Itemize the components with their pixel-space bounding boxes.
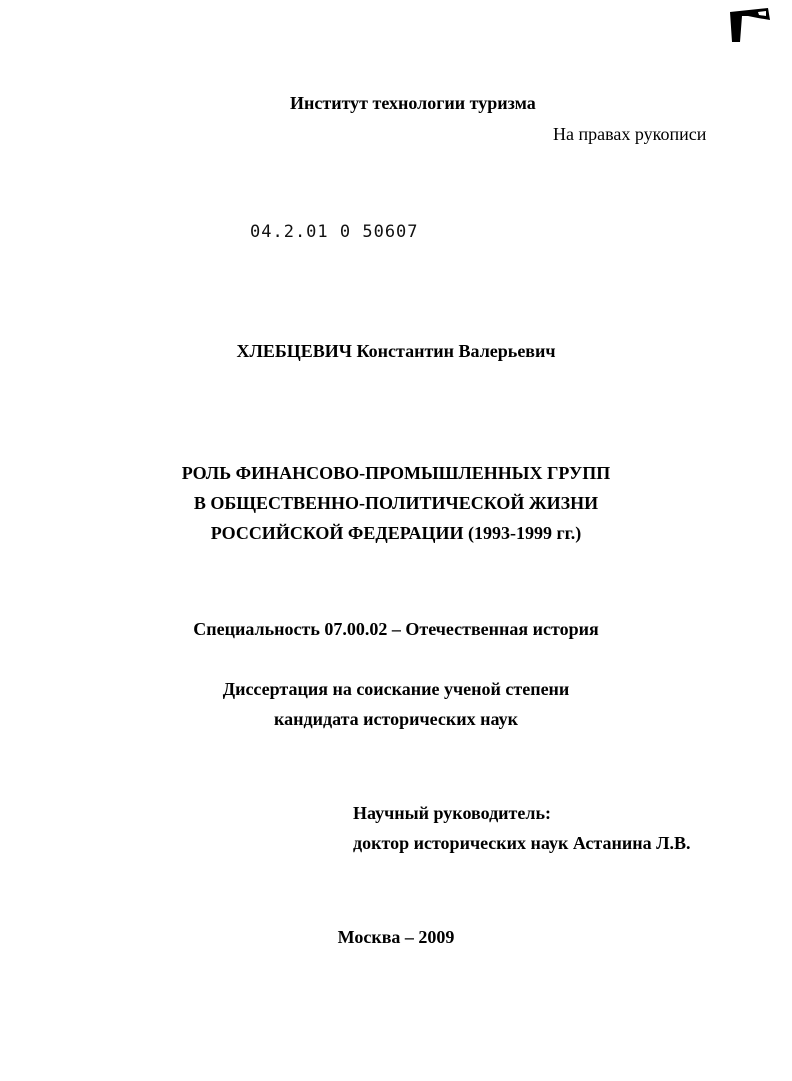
dissertation-title bbox=[0, 458, 792, 548]
author-surname: ХЛЕБЦЕВИЧ bbox=[236, 341, 352, 361]
city-year: Москва – 2009 bbox=[337, 927, 455, 947]
supervisor-label: Научный руководитель: bbox=[353, 803, 551, 823]
registration-number-stamp: 04.2.01 0 50607 bbox=[250, 222, 419, 242]
author-given-names: Константин Валерьевич bbox=[356, 341, 556, 361]
scan-corner-mark bbox=[728, 6, 772, 44]
supervisor-name: доктор исторических наук Астанина Л.В. bbox=[353, 833, 691, 853]
author-line bbox=[0, 340, 792, 362]
title-line-2: В ОБЩЕСТВЕННО-ПОЛИТИЧЕСКОЙ ЖИЗНИ bbox=[193, 493, 599, 513]
title-line-3: РОССИЙСКОЙ ФЕДЕРАЦИИ (1993-1999 гг.) bbox=[210, 523, 582, 543]
degree-line-2: кандидата исторических наук bbox=[274, 709, 518, 729]
title-line-1: РОЛЬ ФИНАНСОВО-ПРОМЫШЛЕННЫХ ГРУПП bbox=[181, 463, 611, 483]
institute-name: Институт технологии туризма bbox=[290, 93, 536, 113]
specialty-line: Специальность 07.00.02 – Отечественная история bbox=[193, 619, 599, 639]
manuscript-rights-note: На правах рукописи bbox=[553, 124, 707, 144]
degree-line-1: Диссертация на соискание ученой степени bbox=[222, 679, 570, 699]
